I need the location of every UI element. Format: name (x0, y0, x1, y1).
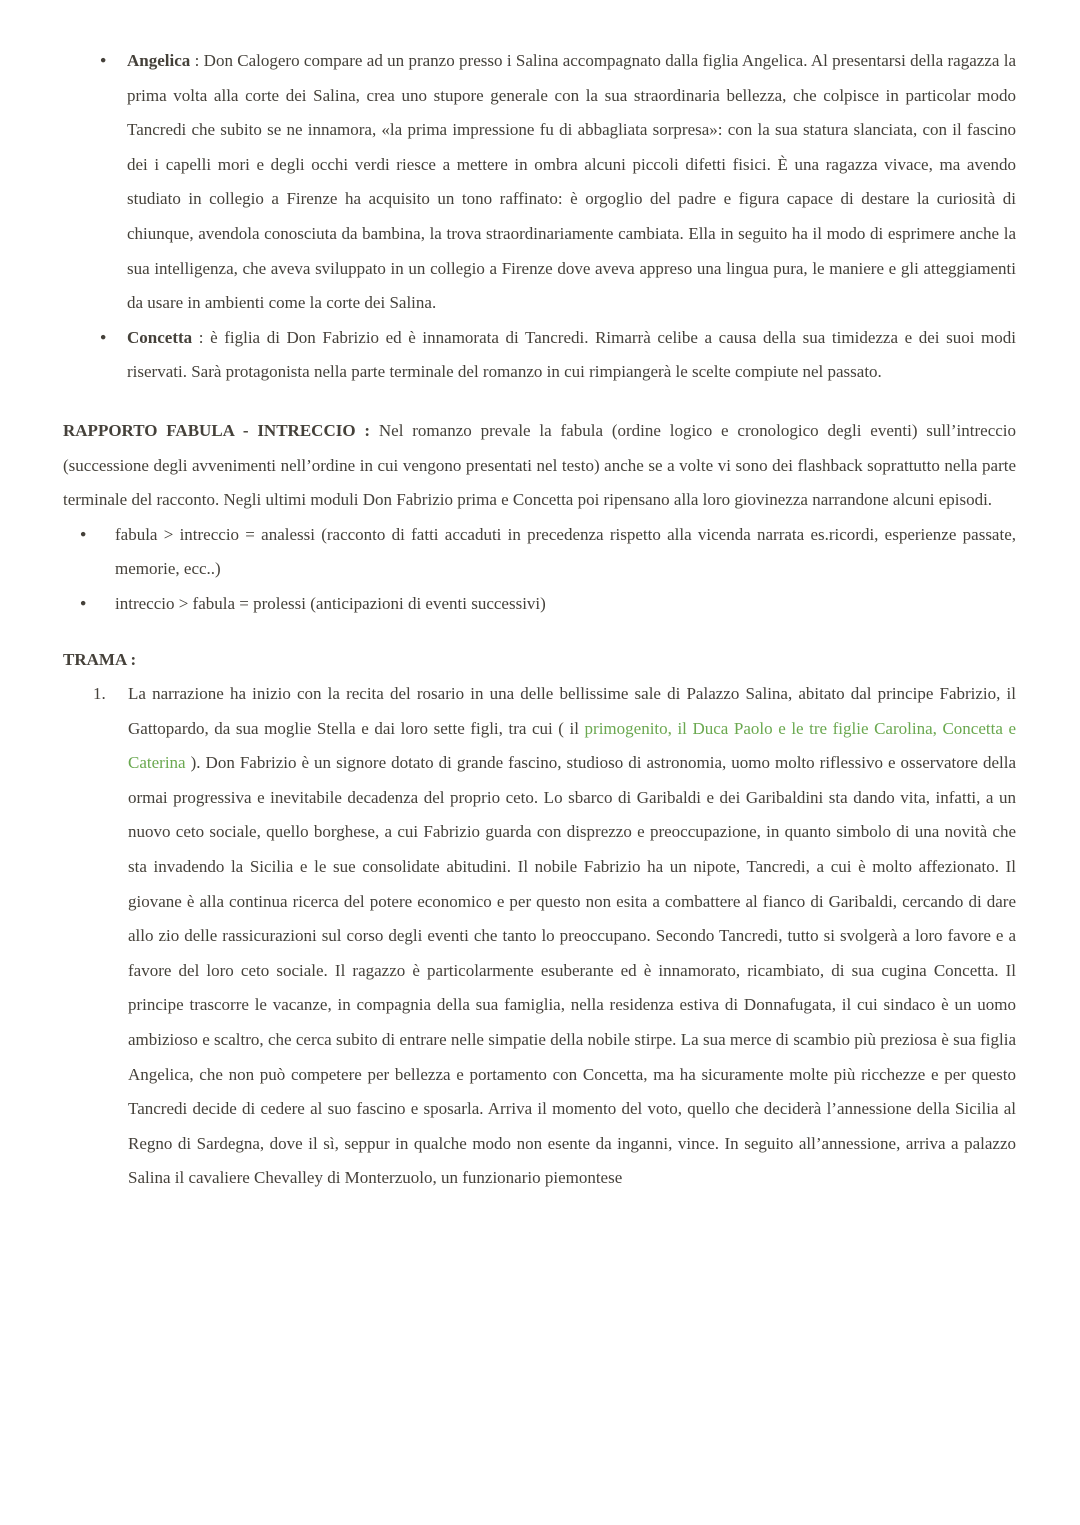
green-text-run: primogenito, il Duca Paolo e le tre figlie Carolina, Concetta e Caterina (128, 718, 1016, 773)
text-run: : Don Calogero compare ad un pranzo presso i Salina accompagnato dalla figlia Angelica. Al presentarsi della ragazza la prima volta alla corte dei Salina, crea uno stupore generale con la sua straordinaria bellezza, che colpisce in particolar modo Tancredi che subito se ne innamora, «la prima impressione fu di abbagliata sorpresa»: con la sua statura slanciata, con il fascino dei i capelli mori e degli occhi verdi riesce a mettere in ombra alcuni piccoli difetti fisici. È una ragazza vivace, ma avendo studiato in collegio a Firenze ha acquisito un tono raffinato: è orgoglio del padre e figura capace di destare la curiosità di chiunque, avendola conosciuta da bambina, la trova straordinariamente cambiata. Ella in seguito ha il modo di esprimere anche la sua intelligenza, che aveva sviluppato in un collegio a Firenze dove aveva appreso una lingua pura, le maniere e gli atteggiamenti da usare in ambienti come la corte dei Salina. (127, 51, 1016, 313)
bullet-icon: ● (80, 528, 87, 540)
list-item (63, 587, 1016, 622)
text-run: fabula > intreccio = analessi (racconto di fatti accaduti in precedenza rispetto alla vicenda narrata es.ricordi, esperienze passate, memorie, ecc..) (115, 524, 1016, 579)
list-item (63, 44, 1016, 321)
bullet-list (63, 44, 1016, 390)
bullet-icon: ● (80, 597, 87, 609)
text-run: Nel romanzo prevale la fabula (ordine logico e cronologico degli eventi) sull’intreccio (successione degli avvenimenti nell’ordine in cui vengono presentati nel testo) anche se a volte vi sono dei flashback soprattutto nella parte terminale del racconto. Negli ultimi moduli Don Fabrizio prima e Concetta poi ripensano alla loro giovinezza narrandone alcuni episodi. (63, 420, 1017, 510)
list-item (63, 677, 1016, 1196)
text-run: : è figlia di Don Fabrizio ed è innamorata di Tancredi. Rimarrà celibe a causa della sua timidezza e dei suoi modi riservati. Sarà protagonista nella parte terminale del romanzo in cui rimpiangerà le scelte compiute nel passato. (127, 327, 1016, 382)
list-number: 1. (93, 684, 106, 704)
bold-text-run: Angelica (127, 51, 191, 70)
bullet-icon: ● (100, 331, 107, 343)
numbered-list (63, 677, 1016, 1196)
list-item (63, 321, 1016, 390)
bullet-icon: ● (100, 55, 107, 66)
bullet-list (63, 518, 1016, 622)
paragraph (63, 643, 1016, 678)
list-item (63, 518, 1016, 587)
text-run: intreccio > fabula = prolessi (anticipazioni di eventi successivi) (115, 593, 546, 613)
text-run: La narrazione ha inizio con la recita del rosario in una delle bellissime sale di Palazzo Salina, abitato dal principe Fabrizio, il Gattopardo, da sua moglie Stella e dai loro sette figli, tra cui ( il (128, 684, 1016, 738)
bold-text-run: TRAMA : (63, 649, 137, 669)
bold-text-run: RAPPORTO FABULA - INTRECCIO : (63, 420, 379, 440)
text-run: ). Don Fabrizio è un signore dotato di grande fascino, studioso di astronomia, uomo molto riflessivo e osservatore della ormai progressiva e inevitabile decadenza del proprio ceto. Lo sbarco di Garibaldi e dei Garibaldini sta dando vita, infatti, a un nuovo ceto sociale, quello borghese, a cui Fabrizio guarda con disprezzo e preoccupazione, in quanto simbolo di una novità che sta invadendo la Sicilia e le sue consolidate abitudini. Il nobile Fabrizio ha un nipote, Tancredi, a cui è molto affezionato. Il giovane è alla continua ricerca del potere economico e per questo non esita a combattere al fianco di Garibaldi, cercando di dare allo zio delle rassicurazioni sul corso degli eventi che tanto lo preoccupano. Secondo Tancredi, tutto si svolgerà a loro favore e a favore del loro ceto sociale. Il ragazzo è particolarmente esuberante ed è innamorato, ricambiato, di sua cugina Concetta. Il principe trascorre le vacanze, in compagnia della sua famiglia, nella residenza estiva di Donnafugata, il cui sindaco è un uomo ambizioso e scaltro, che cerca subito di entrare nelle simpatie della nobile stirpe. La sua merce di scambio più preziosa è sua figlia Angelica, che non può competere per bellezza e portamento con Concetta, ma ha sicuramente molte più ricchezze e per questo Tancredi decide di cedere al suo fascino e sposarla. Arriva il momento del voto, quello che deciderà l’annessione della Sicilia al Regno di Sardegna, dove il sì, seppur in qualche modo non esente da inganni, vince. In seguito all’annessione, arriva a palazzo Salina il cavaliere Chevalley di Monterzuolo, un funzionario piemontese (128, 753, 1016, 1188)
paragraph (63, 414, 1016, 518)
bold-text-run: Concetta (127, 327, 193, 347)
